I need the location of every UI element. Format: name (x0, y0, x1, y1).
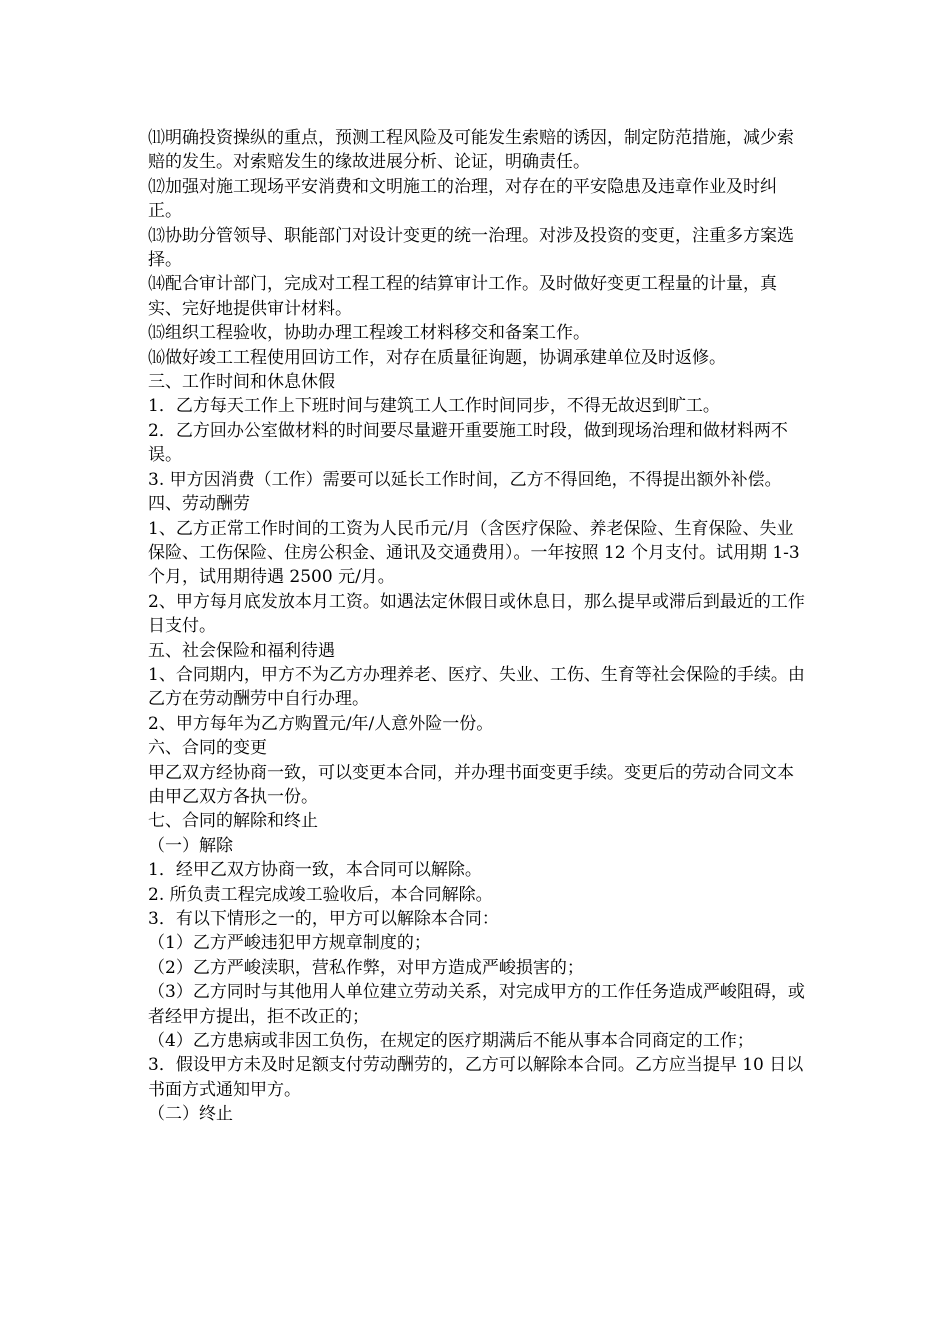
section-heading-3: 三、工作时间和休息休假 (148, 372, 335, 393)
clause-12: ⑿加强对施工现场平安消费和文明施工的治理，对存在的平安隐患及违章作业及时纠正。 (148, 176, 777, 222)
termination-case-3: （3）乙方同时与其他用人单位建立劳动关系，对完成甲方的工作任务造成严峻阻碍，或者经甲方提出，拒不改正的； (148, 982, 805, 1027)
subheading-expiry: （二）终止 (148, 1104, 233, 1125)
section-heading-7: 七、合同的解除和终止 (148, 811, 318, 832)
clause-11: ⑾明确投资操纵的重点，预测工程风险及可能发生索赔的诱因，制定防范措施，减少索赔的发生。对索赔发生的缘故进展分析、论证，明确责任。 (148, 128, 794, 173)
section-heading-5: 五、社会保险和福利待遇 (148, 640, 335, 661)
clause-13: ⒀协助分管领导、职能部门对设计变更的统一治理。对涉及投资的变更，注重多方案选择。 (148, 225, 794, 271)
termination-case-2: （2）乙方严峻渎职，营私作弊，对甲方造成严峻损害的； (148, 957, 584, 978)
change-text: 甲乙双方经协商一致，可以变更本合同，并办理书面变更手续。变更后的劳动合同文本由甲乙双方各执一份。 (148, 762, 794, 807)
pay-item-2: 2、甲方每月底发放本月工资。如遇法定休假日或休息日，那么提早或滞后到最近的工作日支付。 (148, 591, 805, 637)
section-heading-4: 四、劳动酬劳 (148, 494, 250, 515)
termination-item-employee: 3．假设甲方未及时足额支付劳动酬劳的，乙方可以解除本合同。乙方应当提早 10 日以书面方式通知甲方。 (148, 1055, 804, 1100)
subheading-termination: （一）解除 (148, 835, 233, 856)
section-heading-6: 六、合同的变更 (148, 738, 267, 759)
termination-case-1: （1）乙方严峻违犯甲方规章制度的； (148, 933, 431, 954)
pay-item-1: 1、乙方正常工作时间的工资为人民币元/月（含医疗保险、养老保险、生育保险、失业保险、工伤保险、住房公积金、通讯及交通费用）。一年按照 12 个月支付。试用期 1-3 个月，试用期待遇 2500 元/月。 (148, 518, 800, 588)
termination-item-2: 2. 所负责工程完成竣工验收后，本合同解除。 (148, 884, 493, 905)
work-time-item-3: 3. 甲方因消费（工作）需要可以延长工作时间，乙方不得回绝，不得提出额外补偿。 (148, 469, 782, 490)
document-body (148, 126, 808, 1127)
termination-item-1: 1．经甲乙双方协商一致，本合同可以解除。 (148, 860, 482, 881)
clause-15: ⒂组织工程验收，协助办理工程竣工材料移交和备案工作。 (148, 323, 590, 344)
insurance-item-2: 2、甲方每年为乙方购置元/年/人意外险一份。 (148, 713, 494, 734)
clause-16: ⒃做好竣工工程使用回访工作，对存在质量征询题，协调承建单位及时返修。 (148, 347, 726, 368)
work-time-item-2: 2．乙方回办公室做材料的时间要尽量避开重要施工时段，做到现场治理和做材料两不误。 (148, 420, 788, 466)
termination-case-4: （4）乙方患病或非因工负伤，在规定的医疗期满后不能从事本合同商定的工作； (148, 1031, 754, 1052)
work-time-item-1: 1．乙方每天工作上下班时间与建筑工人工作时间同步，不得无故迟到旷工。 (148, 396, 720, 417)
termination-item-3: 3．有以下情形之一的，甲方可以解除本合同： (148, 909, 499, 929)
clause-14: ⒁配合审计部门，完成对工程工程的结算审计工作。及时做好变更工程量的计量，真实、完好地提供审计材料。 (148, 274, 777, 319)
insurance-item-1: 1、合同期内，甲方不为乙方办理养老、医疗、失业、工伤、生育等社会保险的手续。由乙方在劳动酬劳中自行办理。 (148, 664, 805, 710)
